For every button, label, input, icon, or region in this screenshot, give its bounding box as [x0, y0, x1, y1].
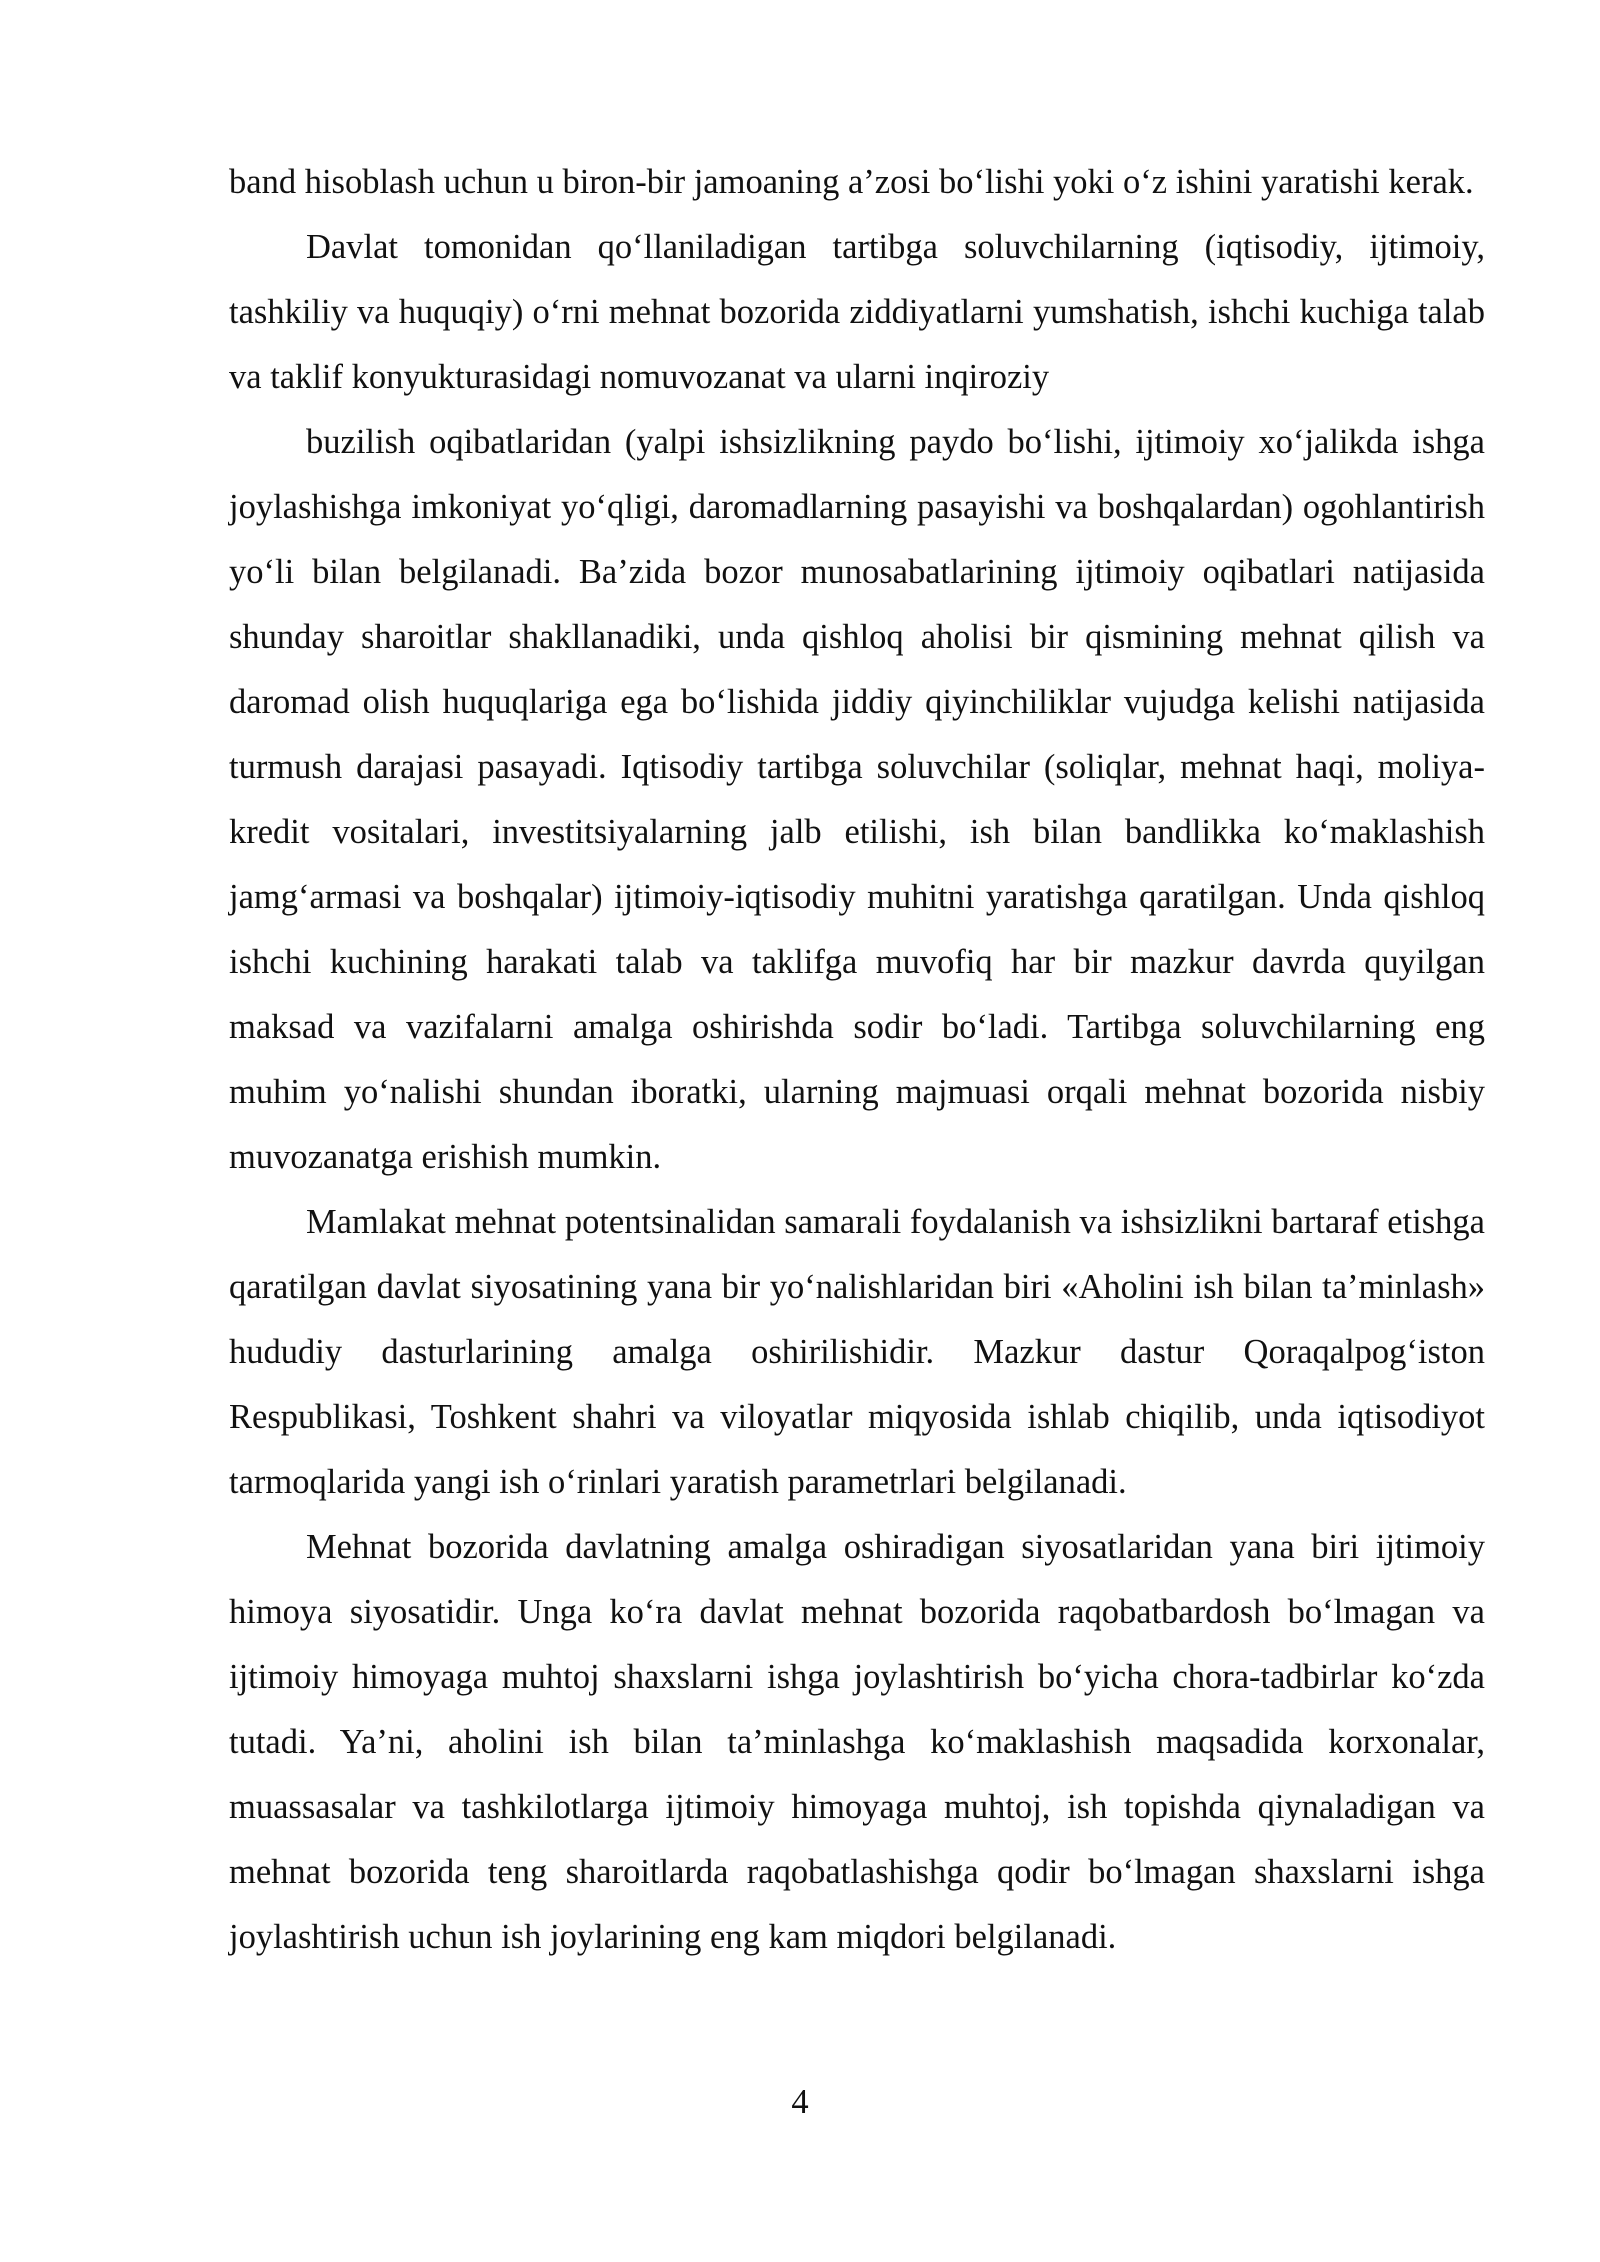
paragraph-regulators: Davlat tomonidan qo‘llaniladigan tartibga soluvchilarning (iqtisodiy, ijtimoiy, tashkiliy va huquqiy) o‘rni mehnat bozorida ziddiyatlarni yumshatish, ishchi kuchiga talab va taklif konyukturasidagi nomuvozanat va ularni inqiroziy: [229, 228, 1485, 396]
page-number: 4: [791, 2083, 809, 2121]
paragraph-employment-program: Mamlakat mehnat potentsinalidan samarali foydalanish va ishsizlikni bartaraf etishga qaratilgan davlat siyosatining yana bir yo‘nalishlaridan biri «Aholini ish bilan ta’minlash» hududiy dasturlarining amalga oshirilishidir. Mazkur dastur Qoraqalpog‘iston Respublikasi, Toshkent shahri va viloyatlar miqyosida ishlab chiqilib, unda iqtisodiyot tarmoqlarida yangi ish o‘rinlari yaratish parametrlari belgilanadi.: [229, 1203, 1485, 1501]
paragraph-continuation: band hisoblash uchun u biron-bir jamoaning a’zosi bo‘lishi yoki o‘z ishini yaratishi kerak.: [229, 163, 1474, 201]
body-text: [229, 150, 1485, 1970]
paragraph-social-protection: Mehnat bozorida davlatning amalga oshiradigan siyosatlaridan yana biri ijtimoiy himoya siyosatidir. Unga ko‘ra davlat mehnat bozorida raqobatbardosh bo‘lmagan va ijtimoiy himoyaga muhtoj shaxslarni ishga joylashtirish bo‘yicha chora-tadbirlar ko‘zda tutadi. Ya’ni, aholini ish bilan ta’minlashga ko‘maklashish maqsadida korxonalar, muassasalar va tashkilotlarga ijtimoiy himoyaga muhtoj, ish topishda qiynaladigan va mehnat bozorida teng sharoitlarda raqobatlashishga qodir bo‘lmagan shaxslarni ishga joylashtirish uchun ish joylarining eng kam miqdori belgilanadi.: [229, 1528, 1485, 1956]
paragraph-consequences: buzilish oqibatlaridan (yalpi ishsizlikning paydo bo‘lishi, ijtimoiy xo‘jalikda ishga joylashishga imkoniyat yo‘qligi, daromadlarning pasayishi va boshqalardan) ogohlantirish yo‘li bilan belgilanadi. Ba’zida bozor munosabatlarining ijtimoiy oqibatlari natijasida shunday sharoitlar shakllanadiki, unda qishloq aholisi bir qismining mehnat qilish va daromad olish huquqlariga ega bo‘lishida jiddiy qiyinchiliklar vujudga kelishi natijasida turmush darajasi pasayadi. Iqtisodiy tartibga soluvchilar (soliqlar, mehnat haqi, moliya-kredit vositalari, investitsiyalarning jalb etilishi, ish bilan bandlikka ko‘maklashish jamg‘armasi va boshqalar) ijtimoiy-iqtisodiy muhitni yaratishga qaratilgan. Unda qishloq ishchi kuchining harakati talab va taklifga muvofiq har bir mazkur davrda quyilgan maksad va vazifalarni amalga oshirishda sodir bo‘ladi. Tartibga soluvchilarning eng muhim yo‘nalishi shundan iboratki, ularning majmuasi orqali mehnat bozorida nisbiy muvozanatga erishish mumkin.: [229, 423, 1485, 1176]
